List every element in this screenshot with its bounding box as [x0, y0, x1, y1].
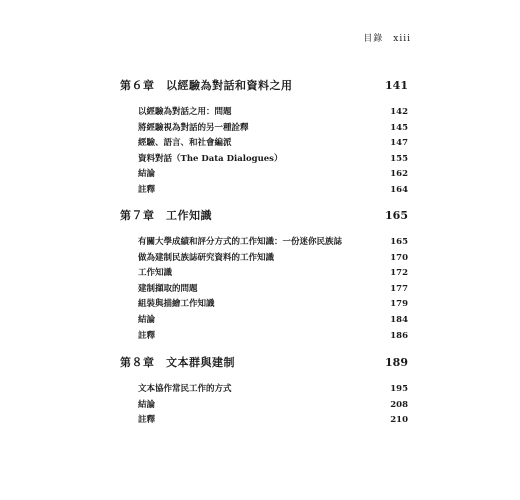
entry-label: 組裝與描繪工作知識: [138, 299, 215, 310]
chapter-page-number: 141: [385, 79, 408, 92]
entry-page-number: 186: [390, 330, 408, 341]
toc-entry[interactable]: [120, 121, 408, 137]
entry-page-number: 155: [390, 153, 408, 164]
entry-page-number: 195: [390, 384, 408, 394]
entry-label: 註釋: [138, 330, 156, 341]
entry-page-number: 162: [390, 169, 408, 180]
entry-page-number: 210: [390, 415, 408, 426]
entry-label: 結論: [138, 399, 156, 410]
chapter-title: 第７章 工作知識: [120, 209, 212, 222]
entry-label: 結論: [138, 169, 156, 180]
toc-entry[interactable]: [120, 136, 408, 152]
chapter-page-number: 165: [385, 209, 408, 222]
toc-entry[interactable]: [120, 251, 408, 267]
entry-label: 結論: [138, 314, 156, 325]
entry-page-number: 184: [390, 314, 408, 325]
toc-entry[interactable]: [120, 167, 408, 183]
entry-page-number: 147: [390, 138, 408, 149]
entry-label: 註釋: [138, 184, 156, 195]
chapter-page-number: 189: [385, 356, 408, 369]
chapter-heading[interactable]: [120, 77, 408, 95]
toc-entry[interactable]: [120, 382, 408, 398]
entry-label: 有關大學成績和評分方式的工作知識：一份迷你民族誌: [138, 237, 343, 247]
chapter-8: [120, 354, 408, 429]
toc-entry[interactable]: [120, 183, 408, 199]
entry-page-number: 170: [390, 252, 408, 263]
toc-entry[interactable]: [120, 152, 408, 168]
entry-label: 註釋: [138, 415, 156, 426]
chapter-heading[interactable]: [120, 354, 408, 372]
entry-page-number: 164: [390, 184, 408, 195]
entry-label: 以經驗為對話之用：問題: [138, 107, 232, 117]
entry-label: 經驗、語言、和社會編派: [138, 138, 232, 149]
toc-entry[interactable]: [120, 329, 408, 345]
entry-page-number: 208: [390, 399, 408, 410]
entry-page-number: 165: [390, 237, 408, 247]
toc-entry[interactable]: [120, 297, 408, 313]
entry-page-number: 179: [390, 299, 408, 310]
toc-entry[interactable]: [120, 266, 408, 282]
toc-entry[interactable]: [120, 398, 408, 414]
entry-page-number: 177: [390, 283, 408, 294]
entry-label: 文本協作常民工作的方式: [138, 384, 232, 394]
entry-label: 資料對話（The Data Dialogues）: [138, 153, 283, 164]
entry-page-number: 172: [390, 268, 408, 279]
chapter-6: [120, 77, 408, 199]
chapter-title: 第８章 文本群與建制: [120, 356, 235, 369]
chapter-title: 第６章 以經驗為對話和資料之用: [120, 79, 293, 92]
entry-page-number: 145: [390, 122, 408, 133]
toc-entry[interactable]: [120, 413, 408, 429]
toc-entry[interactable]: [120, 105, 408, 121]
entry-label: 工作知識: [138, 268, 173, 279]
running-head: 目錄 xiii: [363, 34, 411, 44]
chapter-heading[interactable]: [120, 207, 408, 225]
toc-entry[interactable]: [120, 313, 408, 329]
chapter-7: [120, 207, 408, 344]
entry-label: 做為建制民族誌研究資料的工作知識: [138, 252, 275, 263]
entry-label: 將經驗視為對話的另一種詮釋: [138, 122, 249, 133]
toc-entry[interactable]: [120, 235, 408, 251]
entry-page-number: 142: [390, 107, 408, 117]
toc-entry[interactable]: [120, 282, 408, 298]
entry-label: 建制擷取的問題: [138, 283, 198, 294]
